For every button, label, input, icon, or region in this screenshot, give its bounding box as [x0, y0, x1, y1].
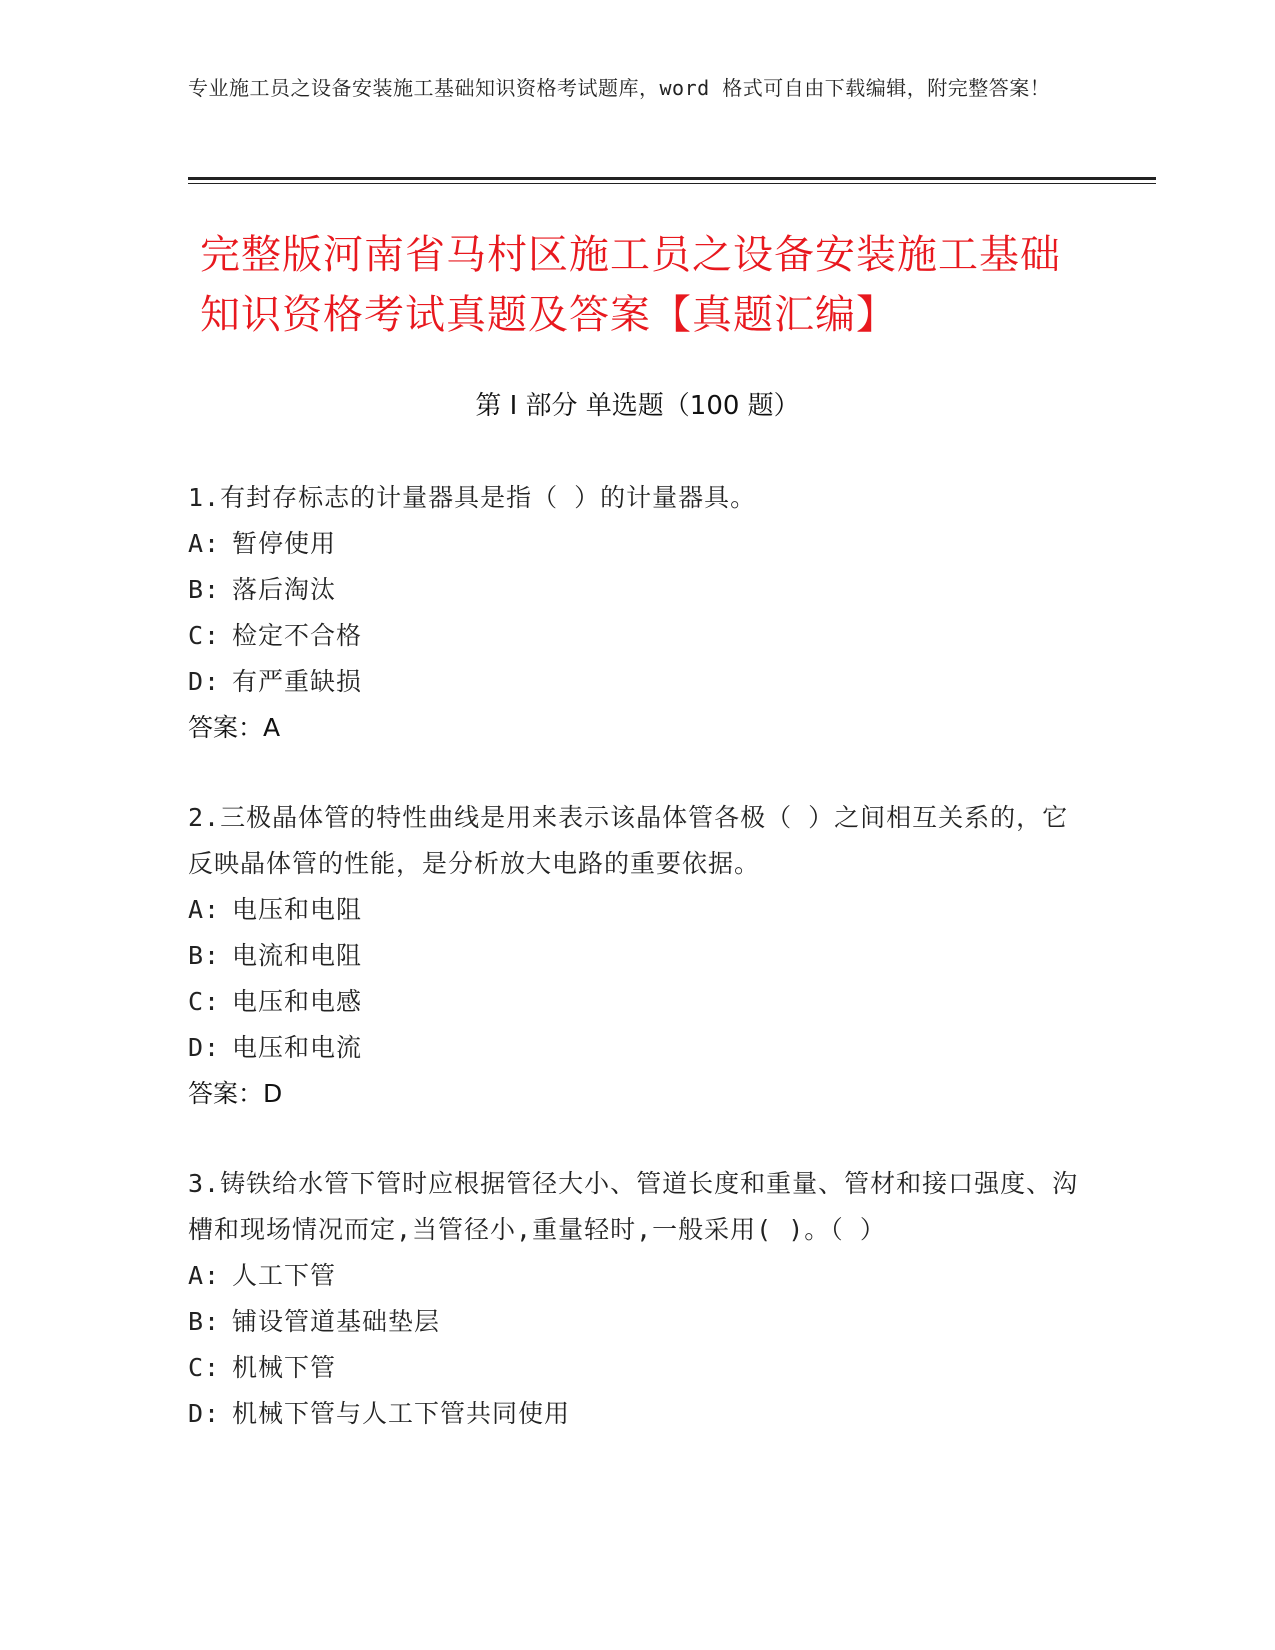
header-divider-thick [188, 177, 1156, 180]
option-c [188, 613, 1088, 659]
header-note: 专业施工员之设备安装施工基础知识资格考试题库，word 格式可自由下载编辑，附完整答案！ [188, 76, 1051, 100]
option-key: D: [188, 1399, 221, 1428]
section-title: 第 I 部分 单选题（100 题） [475, 391, 800, 421]
option-text: 电压和电阻 [232, 895, 363, 924]
option-b [188, 933, 1088, 979]
question-list [188, 475, 1088, 1481]
option-key: C: [188, 1353, 221, 1382]
option-key: B: [188, 1307, 221, 1336]
option-d [188, 1025, 1088, 1071]
option-key: D: [188, 667, 221, 696]
option-d [188, 1391, 1088, 1437]
question-stem: 2.三极晶体管的特性曲线是用来表示该晶体管各极（ ）之间相互关系的，它反映晶体管的性能，是分析放大电路的重要依据。 [188, 803, 1069, 878]
option-c [188, 979, 1088, 1025]
option-text: 人工下管 [232, 1261, 337, 1290]
question-stem: 1.有封存标志的计量器具是指（ ）的计量器具。 [188, 483, 757, 512]
option-a [188, 887, 1088, 933]
answer: 答案：A [188, 713, 281, 742]
option-key: A: [188, 529, 221, 558]
option-text: 有严重缺损 [232, 667, 363, 696]
option-text: 电压和电感 [232, 987, 363, 1016]
option-text: 暂停使用 [232, 529, 337, 558]
question-1 [188, 475, 1088, 751]
option-key: D: [188, 1033, 221, 1062]
option-b [188, 567, 1088, 613]
option-text: 铺设管道基础垫层 [232, 1307, 441, 1336]
option-a [188, 521, 1088, 567]
question-3 [188, 1161, 1088, 1437]
option-b [188, 1299, 1088, 1345]
option-a [188, 1253, 1088, 1299]
option-text: 电流和电阻 [232, 941, 363, 970]
option-key: A: [188, 895, 221, 924]
option-c [188, 1345, 1088, 1391]
option-d [188, 659, 1088, 705]
question-2 [188, 795, 1088, 1117]
option-key: C: [188, 621, 221, 650]
option-text: 机械下管 [232, 1353, 337, 1382]
option-text: 落后淘汰 [232, 575, 337, 604]
option-key: B: [188, 941, 221, 970]
option-text: 电压和电流 [232, 1033, 363, 1062]
option-key: B: [188, 575, 221, 604]
option-key: A: [188, 1261, 221, 1290]
option-key: C: [188, 987, 221, 1016]
header-divider-thin [188, 183, 1156, 184]
answer: 答案：D [188, 1079, 283, 1108]
option-text: 检定不合格 [232, 621, 363, 650]
option-text: 机械下管与人工下管共同使用 [232, 1399, 571, 1428]
document-title: 完整版河南省马村区施工员之设备安装施工基础知识资格考试真题及答案【真题汇编】 [200, 232, 1061, 338]
question-stem: 3.铸铁给水管下管时应根据管径大小、管道长度和重量、管材和接口强度、沟槽和现场情况而定,当管径小,重量轻时,一般采用( )。（ ） [188, 1169, 1079, 1244]
